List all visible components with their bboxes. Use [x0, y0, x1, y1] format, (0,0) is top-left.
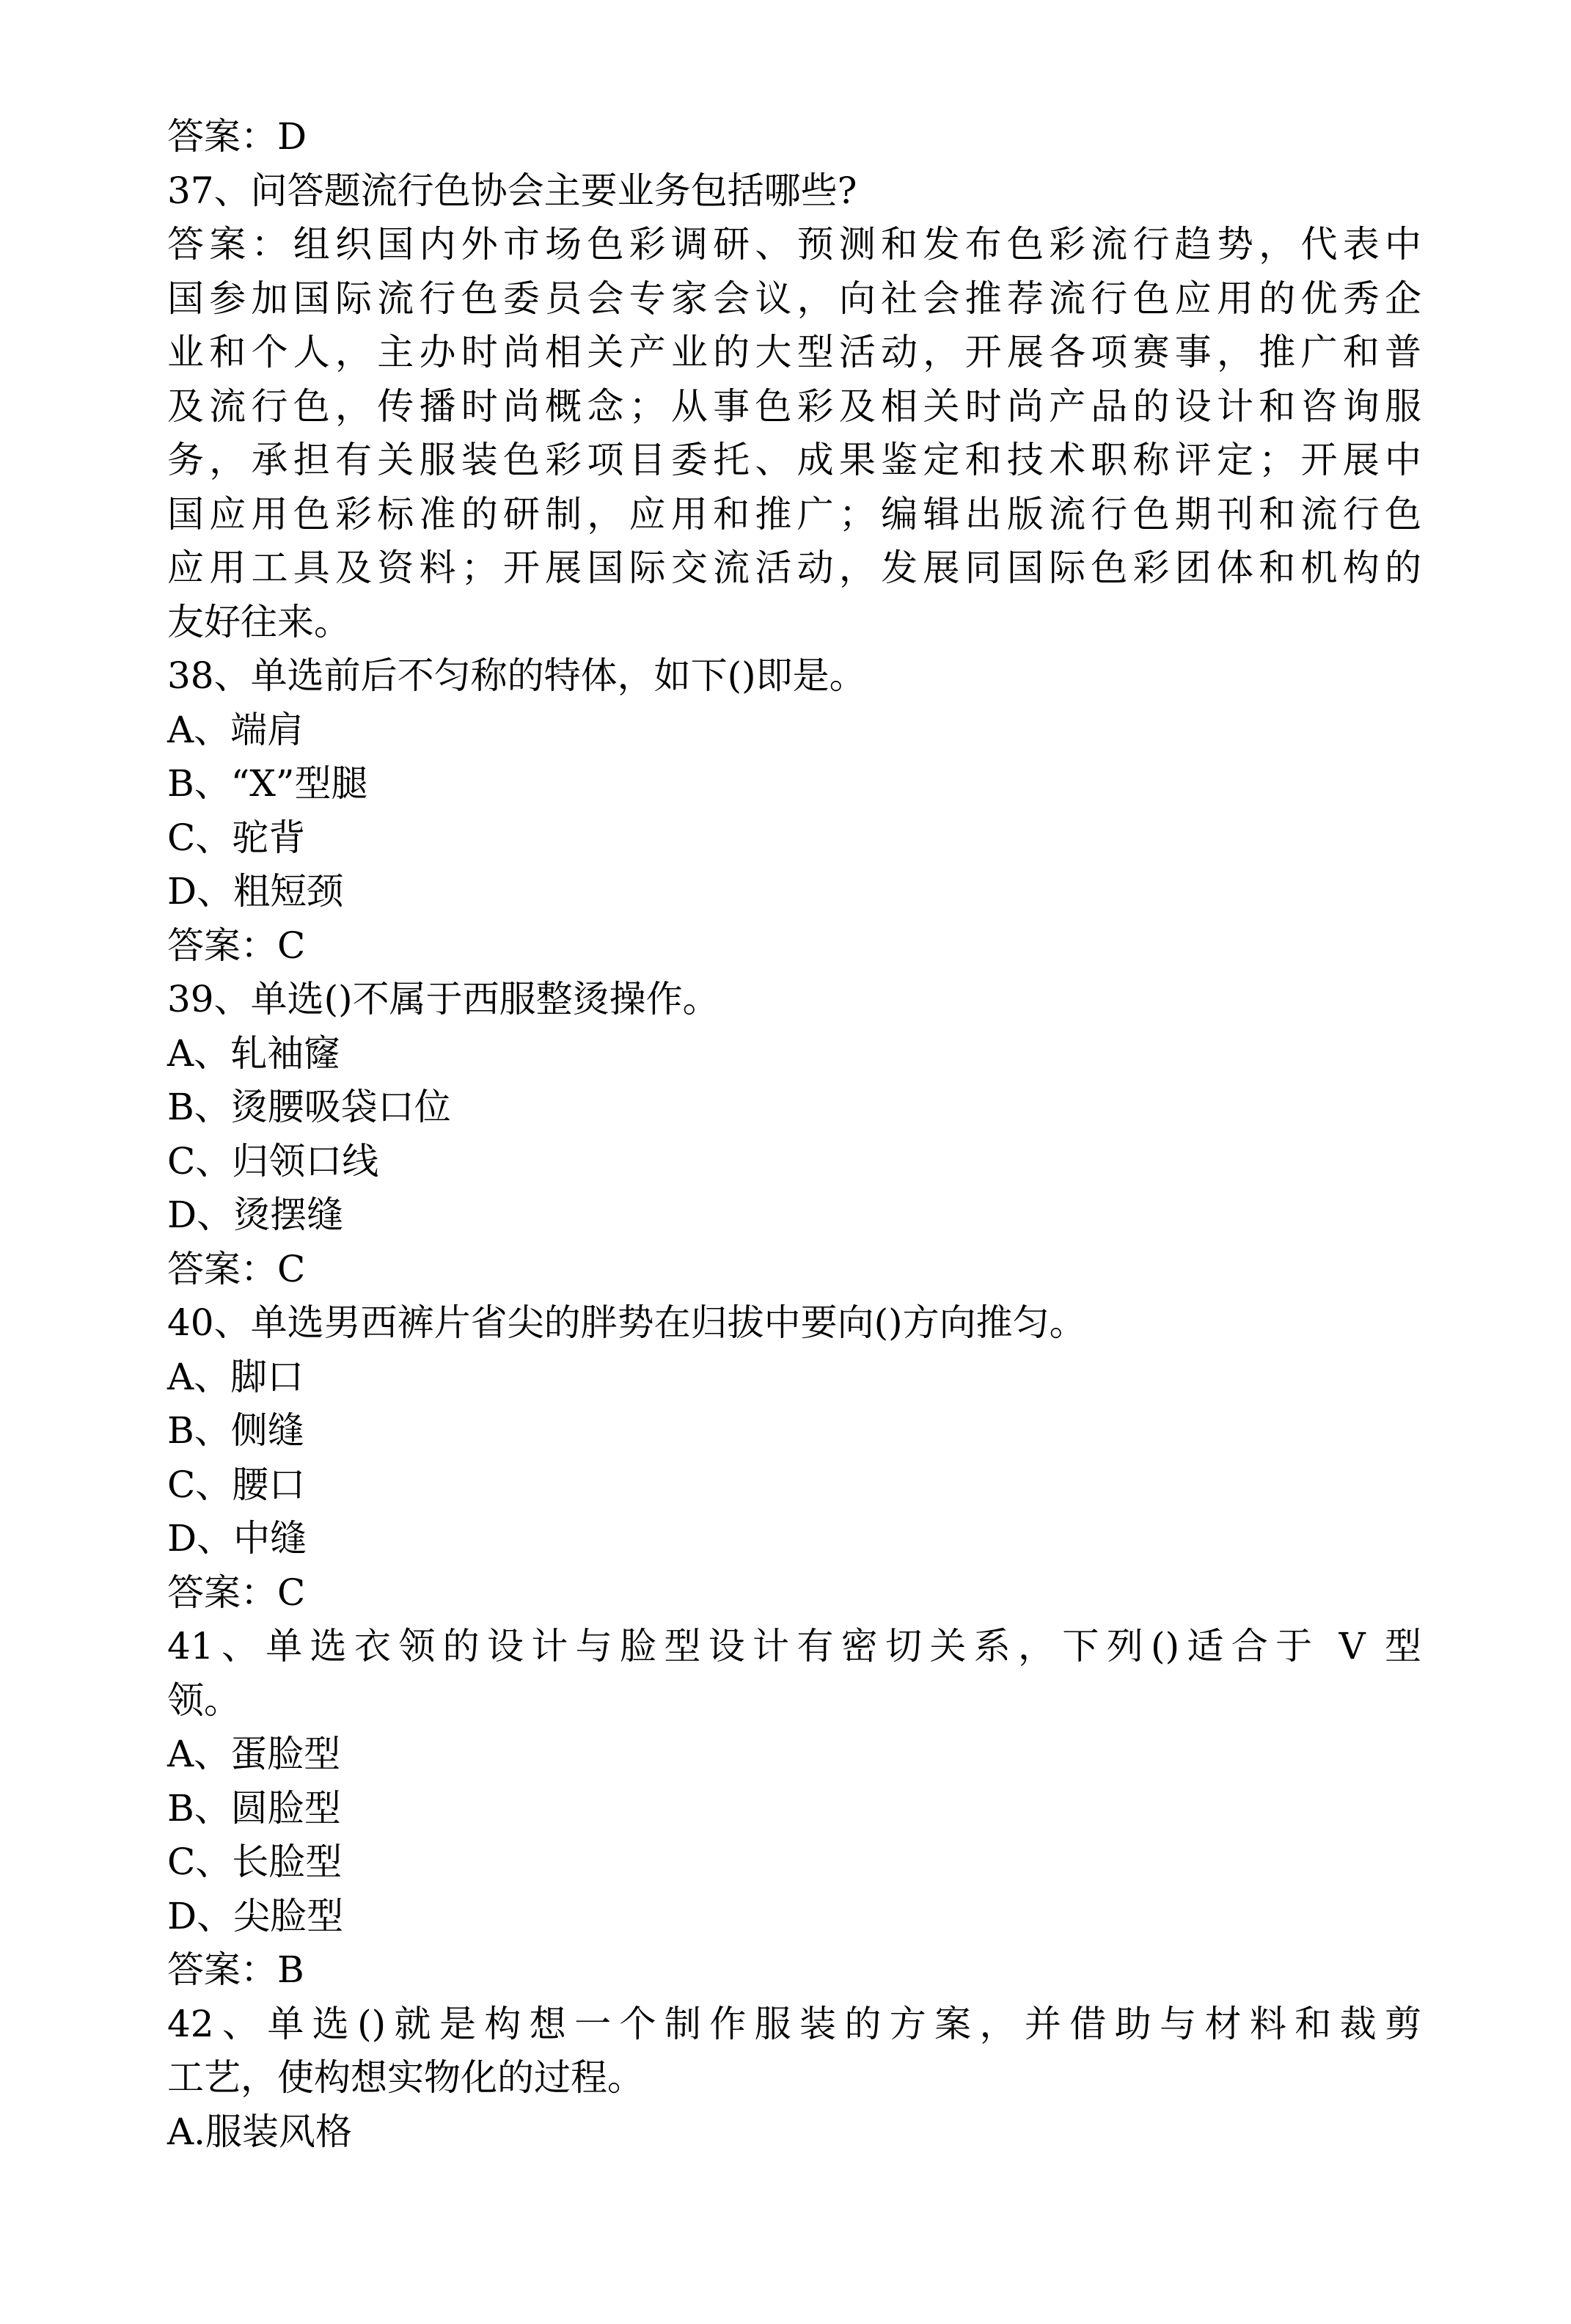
answer-37-line-1: 答案：组织国内外市场色彩调研、预测和发布色彩流行趋势，代表中	[167, 223, 1421, 266]
question-41-option-a: A、蛋脸型	[167, 1733, 341, 1775]
question-37: 37、问答题流行色协会主要业务包括哪些?	[167, 169, 857, 212]
answer-40: 答案：C	[167, 1571, 306, 1614]
answer-37-line-5: 务，承担有关服装色彩项目委托、成果鉴定和技术职称评定；开展中	[167, 439, 1421, 481]
question-40-option-c: C、腰口	[167, 1463, 306, 1506]
question-38-option-d: D、粗短颈	[167, 870, 344, 913]
question-40-option-d: D、中缝	[167, 1517, 307, 1560]
question-42-option-a: A.服装风格	[167, 2110, 353, 2153]
question-39-option-b: B、烫腰吸袋口位	[167, 1086, 451, 1128]
answer-36: 答案：D	[167, 115, 307, 158]
question-40: 40、单选男西裤片省尖的胖势在归拔中要向()方向推匀。	[167, 1301, 1086, 1344]
answer-37-line-4: 及流行色，传播时尚概念；从事色彩及相关时尚产品的设计和咨询服	[167, 384, 1421, 428]
answer-38: 答案：C	[167, 924, 306, 967]
answer-37-line-6: 国应用色彩标准的研制，应用和推广；编辑出版流行色期刊和流行色	[167, 492, 1421, 536]
question-39: 39、单选()不属于西服整烫操作。	[167, 978, 719, 1020]
answer-37-line-2: 国参加国际流行色委员会专家会议，向社会推荐流行色应用的优秀企	[167, 277, 1421, 320]
question-39-option-d: D、烫摆缝	[167, 1194, 344, 1236]
question-38: 38、单选前后不匀称的特体，如下()即是。	[167, 654, 866, 697]
document-text-block	[167, 110, 1421, 2159]
question-42-line-1: 42、单选()就是构想一个制作服装的方案，并借助与材料和裁剪	[167, 2002, 1421, 2045]
question-41-option-c: C、长脸型	[167, 1841, 343, 1883]
question-39-option-a: A、轧袖窿	[167, 1031, 341, 1075]
question-40-option-b: B、侧缝	[167, 1409, 304, 1452]
question-38-option-b: B、“X”型腿	[167, 762, 368, 805]
question-41-line-1: 41、单选衣领的设计与脸型设计有密切关系，下列()适合于 V 型	[167, 1625, 1421, 1667]
answer-41: 答案：B	[167, 1948, 304, 1991]
question-41-line-2: 领。	[167, 1678, 241, 1722]
question-38-option-a: A、端肩	[167, 708, 304, 751]
answer-37-line-7: 应用工具及资料；开展国际交流活动，发展同国际色彩团体和机构的	[167, 547, 1421, 589]
answer-39: 答案：C	[167, 1247, 306, 1290]
question-41-option-d: D、尖脸型	[167, 1894, 344, 1937]
answer-37-line-3: 业和个人，主办时尚相关产业的大型活动，开展各项赛事，推广和普	[167, 331, 1421, 373]
question-42-line-2: 工艺，使构想实物化的过程。	[167, 2056, 644, 2099]
question-41-option-b: B、圆脸型	[167, 1786, 341, 1830]
question-39-option-c: C、归领口线	[167, 1139, 379, 1183]
question-40-option-a: A、脚口	[167, 1355, 304, 1398]
question-38-option-c: C、驼背	[167, 816, 306, 859]
answer-37-line-8: 友好往来。	[167, 600, 351, 643]
